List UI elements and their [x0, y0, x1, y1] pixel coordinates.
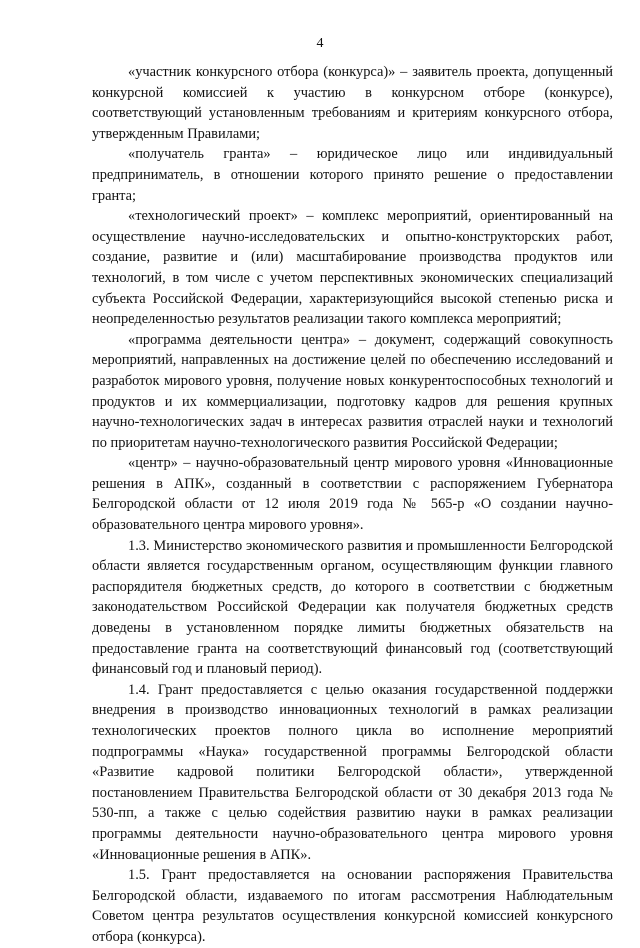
definition-technology-project: «технологический проект» – комплекс мероприятий, ориентированный на осуществление научно-исследовательских и опытно-конструкторских работ, создание, развитие и (или) масштабирование производства продуктов или технологий, в том числе с учетом перспективных экономических специализаций субъекта Российской Федерации, характеризующийся высокой степенью риска и неопределенностью результатов реализации такого комплекса мероприятий; — [92, 208, 613, 328]
clause-1-4: 1.4. Грант предоставляется с целью оказания государственной поддержки внедрения в производство инновационных технологий в рамках реализации технологических проектов полного цикла во исполнение мероприятий подпрограммы «Наука» государственной программы Белгородской области «Развитие кадровой политики Белгородской области», утвержденной постановлением Правительства Белгородской области от 30 декабря 2013 года № 530-пп, а также с целью содействия развитию науки в рамках реализации программы деятельности научно-образовательного центра мирового уровня «Инновационные решения в АПК». — [92, 681, 613, 863]
clause-1-3: 1.3. Министерство экономического развития и промышленности Белгородской области является государственным органом, осуществляющим функции главного распорядителя бюджетных средств, до которого в соответствии с бюджетным законодательством Российской Федерации как получателя бюджетных средств доведены в установленном порядке лимиты бюджетных обязательств на предоставление гранта на соответствующий финансовый год (соответствующий финансовый год и плановый период). — [92, 537, 613, 678]
definition-center-program: «программа деятельности центра» – документ, содержащий совокупность мероприятий, направленных на достижение целей по обеспечению исследований и разработок мирового уровня, получение новых конкурентоспособных технологий и продуктов и их коммерциализации, подготовку кадров для решения крупных научно-технологических задач в интересах развития отраслей науки и технологий по приоритетам научно-технологического развития Российской Федерации; — [92, 331, 613, 451]
definition-center: «центр» – научно-образовательный центр мирового уровня «Инновационные решения в АПК», созданный в соответствии с распоряжением Губернатора Белгородской области от 12 июля 2019 года № 565-р «О создании научно-образовательного центра мирового уровня». — [92, 455, 613, 534]
page-number: 4 — [316, 36, 324, 51]
clause-1-5: 1.5. Грант предоставляется на основании распоряжения Правительства Белгородской области, издаваемого по итогам рассмотрения Наблюдательным Советом центра результатов осуществления конкурсной комиссией конкурсного отбора (конкурса). — [92, 867, 613, 945]
document-body — [92, 62, 613, 948]
definition-contest-participant: «участник конкурсного отбора (конкурса)» – заявитель проекта, допущенный конкурсной комиссией к участию в конкурсном отборе (конкурсе), соответствующий установленным требованиям и критериям конкурсного отбора, утвержденным Правилами; — [92, 64, 613, 142]
definition-grant-recipient: «получатель гранта» – юридическое лицо или индивидуальный предприниматель, в отношении которого принято решение о предоставлении гранта; — [92, 146, 613, 204]
